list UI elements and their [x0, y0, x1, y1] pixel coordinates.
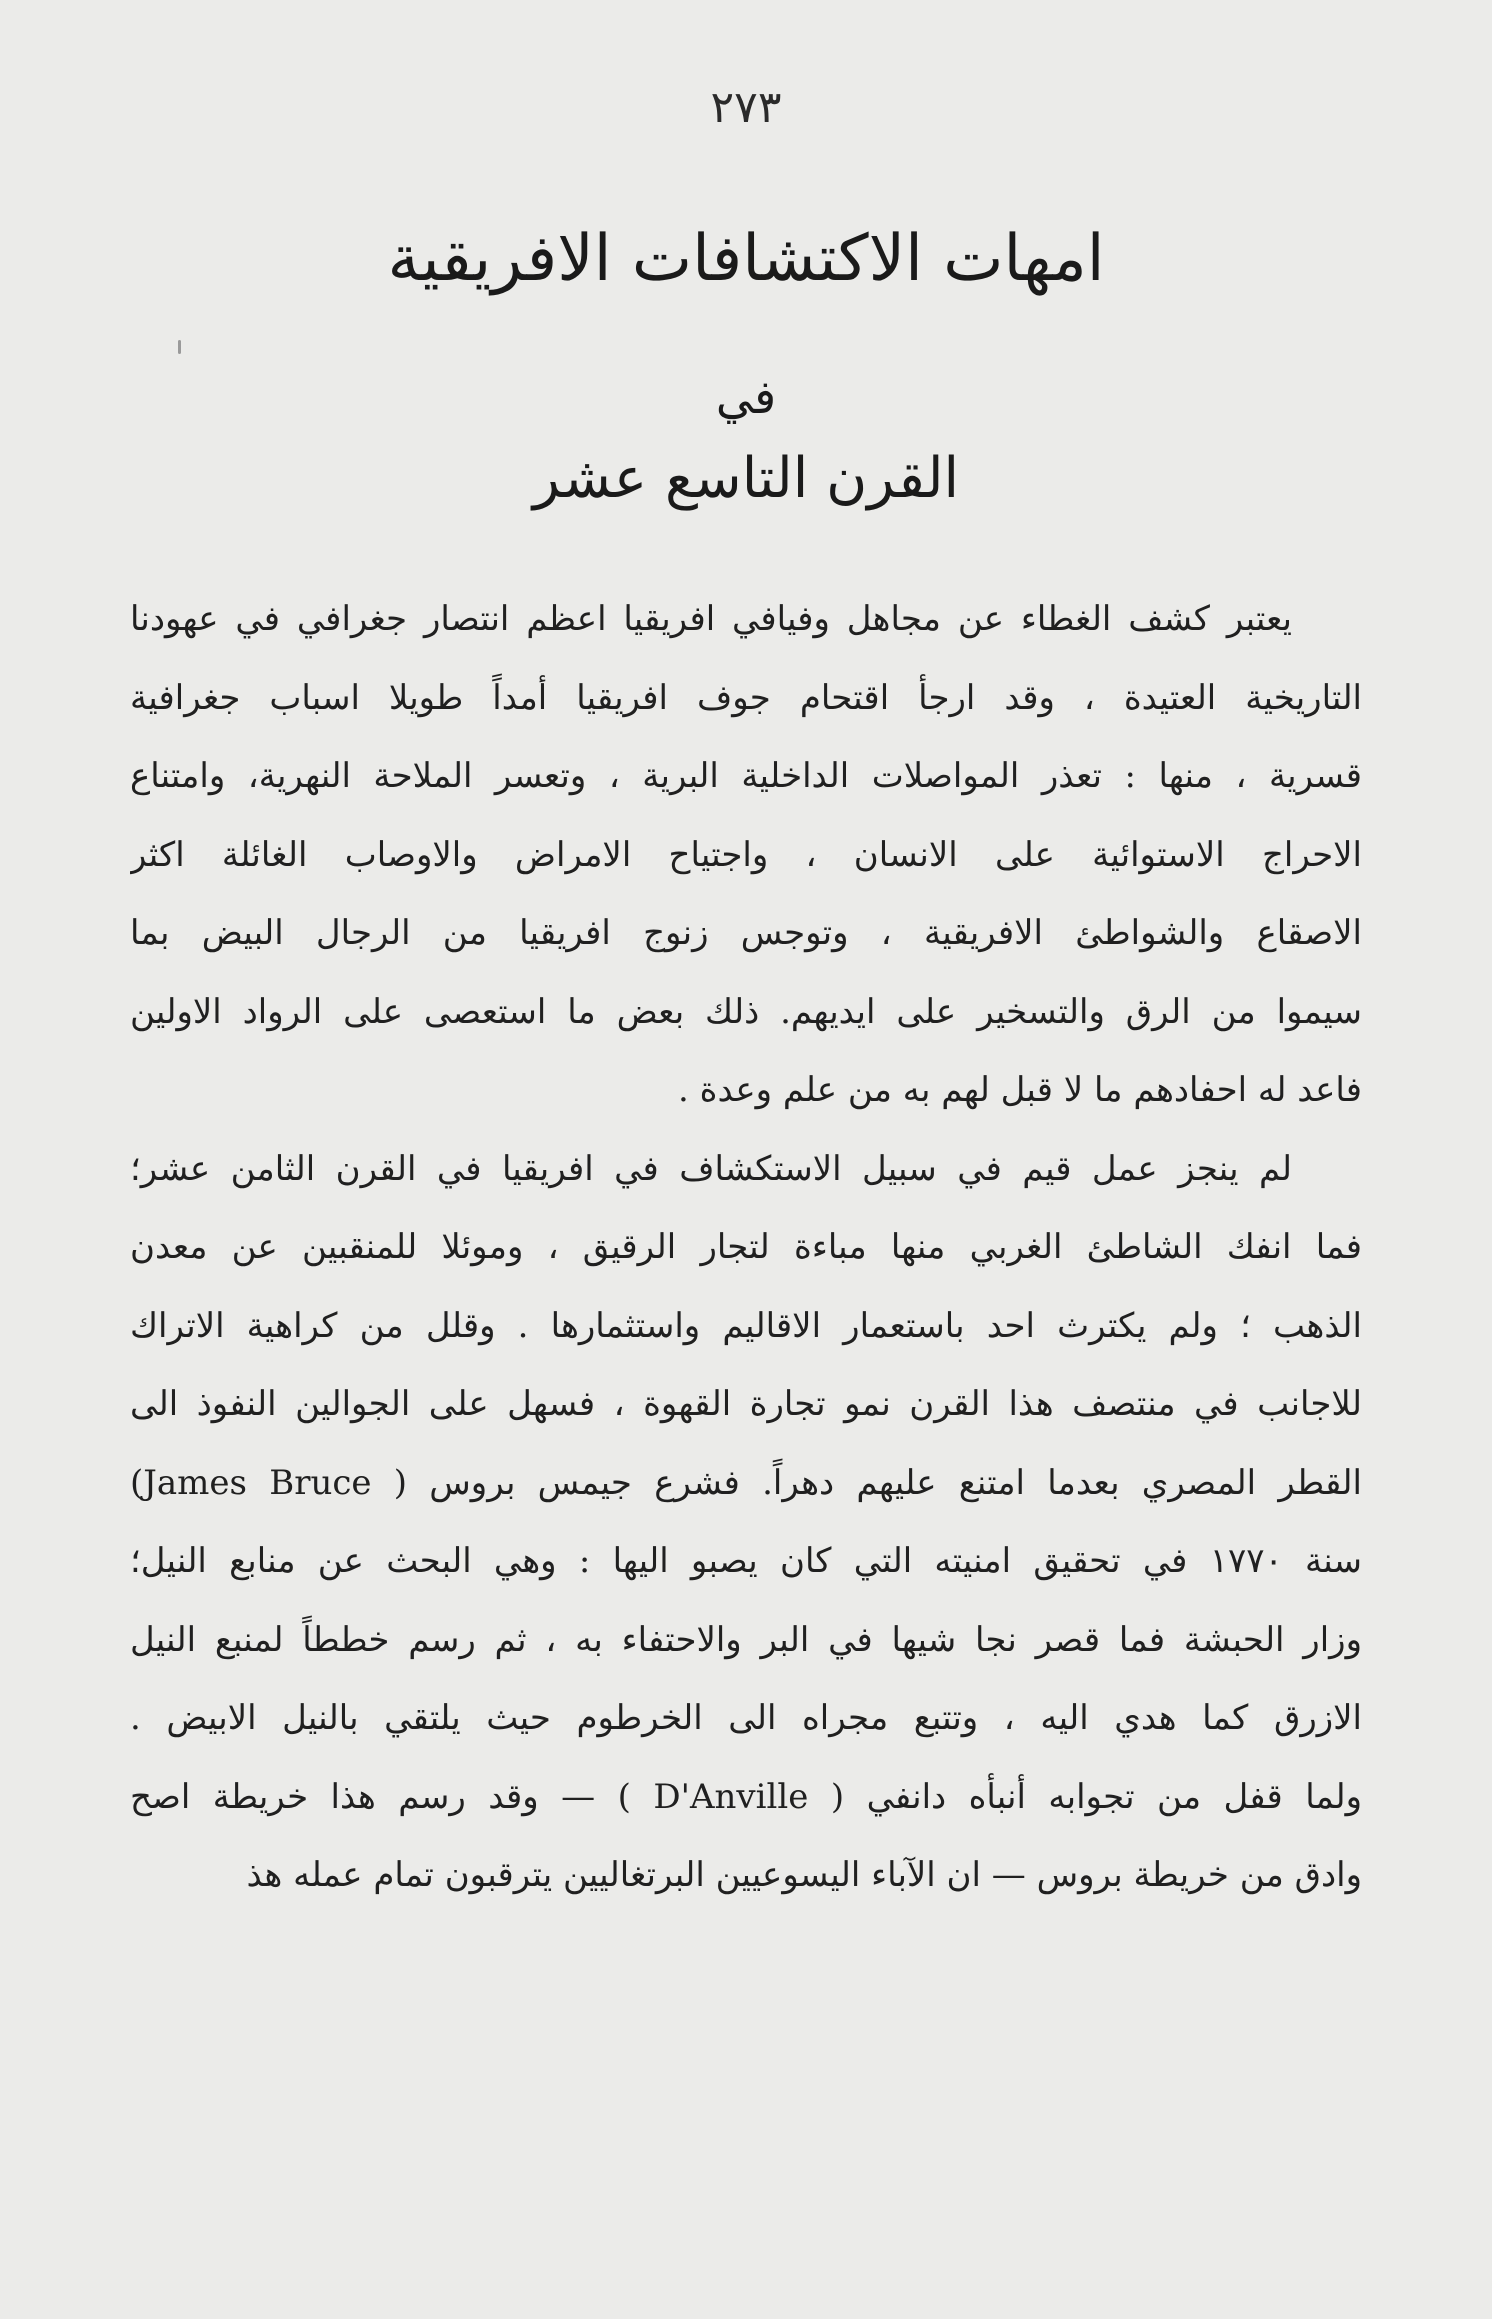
text-line: سنة ١٧٧٠ في تحقيق امنيته التي كان يصبو اليها : وهي البحث عن منابع النيل؛ [130, 1541, 1362, 1581]
chapter-subtitle-century: القرن التاسع عشر [532, 446, 960, 511]
text-line: سيموا من الرق والتسخير على ايديهم. ذلك بعض ما استعصى على الرواد الاولين [130, 991, 1362, 1032]
text-line: ولما قفل من تجوابه أنبأه دانفي ( D'Anville ) — وقد رسم هذا خريطة اصح [130, 1776, 1362, 1817]
text-line: الذهب ؛ ولم يكترث احد باستعمار الاقاليم واستثمارها . وقلل من كراهية الاتراك [130, 1305, 1362, 1346]
text-line: للاجانب في منتصف هذا القرن نمو تجارة القهوة ، فسهل على الجوالين النفوذ الى [130, 1384, 1362, 1424]
text-line: الاصقاع والشواطئ الافريقية ، وتوجس زنوج افريقيا من الرجال البيض بما [130, 913, 1362, 953]
text-line: يعتبر كشف الغطاء عن مجاهل وفيافي افريقيا اعظم انتصار جغرافي في عهودنا [130, 599, 1292, 639]
text-line: فاعد له احفادهم ما لا قبل لهم به من علم وعدة . [678, 1070, 1362, 1110]
text-line: الاحراج الاستوائية على الانسان ، واجتياح الامراض والاوصاب الغائلة اكثر [130, 834, 1362, 875]
text-line: لم ينجز عمل قيم في سبيل الاستكشاف في افريقيا في القرن الثامن عشر؛ [130, 1148, 1292, 1189]
chapter-title: امهات الاكتشافات الافريقية [387, 222, 1105, 296]
paragraph-2 [130, 1130, 1362, 1915]
text-line: قسرية ، منها : تعذر المواصلات الداخلية البرية ، وتعسر الملاحة النهرية، وامتناع [130, 756, 1362, 796]
page-number: ٢٧٣ [710, 82, 782, 133]
paragraph-1 [130, 580, 1362, 1130]
text-line: فما انفك الشاطئ الغربي منها مباءة لتجار الرقيق ، وموئلا للمنقبين عن معدن [130, 1227, 1362, 1267]
paper-speck [178, 340, 181, 354]
chapter-subtitle-preposition: في [715, 370, 777, 424]
text-line: وادق من خريطة بروس — ان الآباء اليسوعيين البرتغاليين يترقبون تمام عمله هذ [246, 1855, 1362, 1895]
body-text [130, 580, 1362, 1915]
text-line: التاريخية العتيدة ، وقد ارجأ اقتحام جوف افريقيا أمداً طويلا اسباب جغرافية [130, 677, 1362, 718]
text-line: وزار الحبشة فما قصر نجا شيها في البر والاحتفاء به ، ثم رسم خططاً لمنبع النيل [130, 1619, 1362, 1660]
text-line: القطر المصري بعدما امتنع عليهم دهراً. فشرع جيمس بروس ( James Bruce) [130, 1462, 1362, 1503]
text-line: الازرق كما هدي اليه ، وتتبع مجراه الى الخرطوم حيث يلتقي بالنيل الابيض . [130, 1698, 1362, 1738]
